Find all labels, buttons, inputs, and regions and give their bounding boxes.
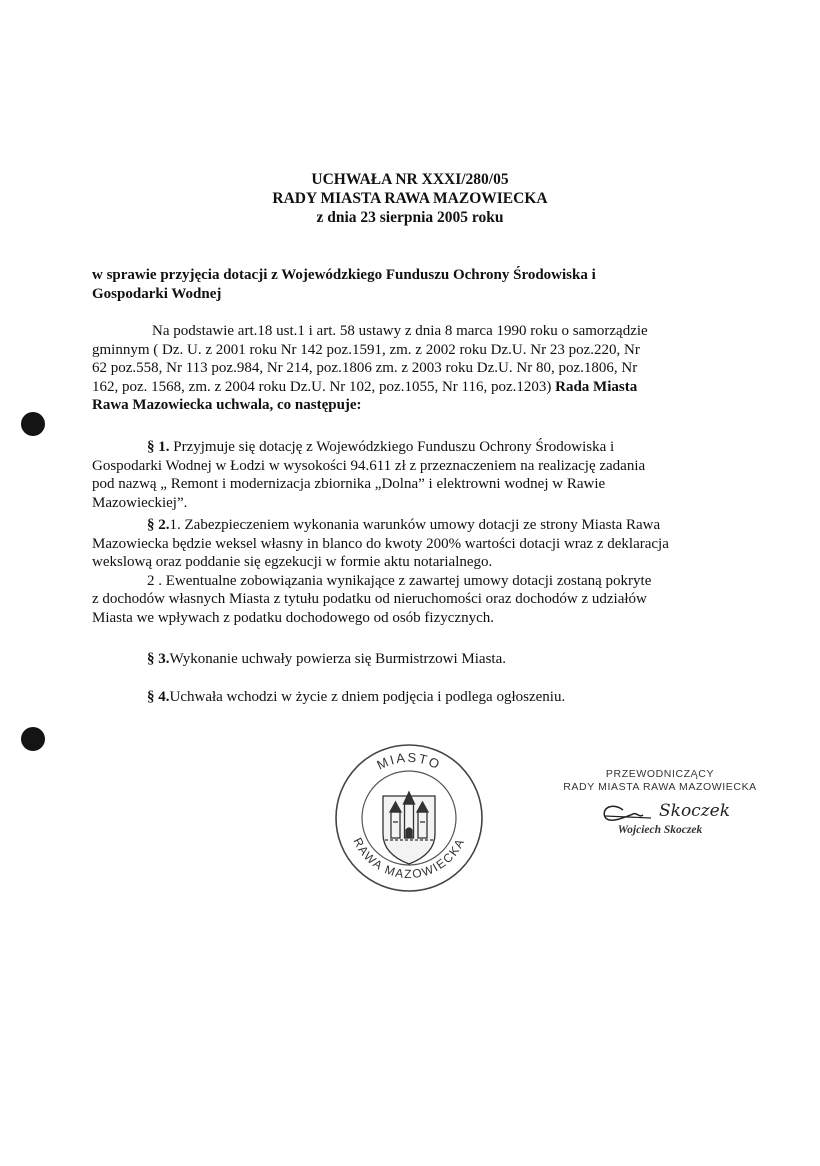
- coat-of-arms-icon: [383, 792, 435, 864]
- resolution-header: [0, 170, 820, 227]
- section-line: z dochodów własnych Miasta z tytułu podatku od nieruchomości oraz dochodów z udziałów: [92, 591, 647, 607]
- section-mark: § 1.: [147, 439, 170, 455]
- preamble-bold-text: Rada Miasta: [555, 378, 638, 395]
- section-1: [92, 438, 720, 512]
- section-line: [92, 516, 720, 535]
- section-line: [92, 688, 720, 707]
- signature-block: [560, 768, 760, 836]
- signatory-role: PRZEWODNICZĄCY: [605, 768, 715, 780]
- punch-hole-top: [21, 412, 45, 436]
- preamble-line: Rawa Mazowiecka uchwala, co następuje:: [92, 397, 362, 413]
- section-text: Przyjmuje się dotację z Wojewódzkiego Funduszu Ochrony Środowiska i: [169, 439, 615, 455]
- svg-text:MIASTO: [374, 750, 443, 773]
- section-line: Mazowiecka będzie weksel własny in blanco do kwoty 200% wartości dotacji wraz z deklaracja: [92, 535, 669, 552]
- section-mark: § 3.: [147, 651, 170, 667]
- council-name: RADY MIASTA RAWA MAZOWIECKA: [272, 190, 548, 207]
- section-line: pod nazwą „ Remont i modernizacja zbiornika „Dolna” i elektrowni wodnej w Rawie: [92, 476, 606, 492]
- seal-bottom-text: RAWA MAZOWIECKA: [350, 835, 468, 882]
- section-line: wekslową oraz poddanie się egzekucji w formie aktu notarialnego.: [92, 554, 493, 570]
- preamble-text: 162, poz. 1568, zm. z 2004 roku Dz.U. Nr 102, poz.1055, Nr 116, poz.1203): [92, 378, 552, 395]
- signatory-council: RADY MIASTA RAWA MAZOWIECKA: [563, 781, 757, 793]
- section-2: [92, 516, 720, 627]
- section-line: [92, 650, 720, 669]
- section-line: [92, 438, 720, 457]
- section-line: Mazowieckiej”.: [92, 494, 188, 511]
- preamble-line: [92, 378, 720, 397]
- section-line: Miasta we wpływach z podatku dochodowego od osób fizycznych.: [92, 609, 494, 626]
- signatory-name: Wojciech Skoczek: [617, 824, 703, 836]
- section-3: [92, 650, 720, 669]
- section-line: Gospodarki Wodnej w Łodzi w wysokości 94.611 zł z przeznaczeniem na realizację zadania: [92, 457, 646, 474]
- section-line: 2 . Ewentualne zobowiązania wynikające z zawartej umowy dotacji zostaną pokryte: [147, 572, 652, 589]
- seal-top-text: MIASTO: [374, 749, 444, 773]
- city-seal-stamp: [333, 742, 485, 894]
- subject-line: Gospodarki Wodnej: [92, 285, 222, 302]
- section-mark: § 2.: [147, 517, 170, 533]
- resolution-number: UCHWAŁA NR XXXI/280/05: [311, 171, 509, 188]
- section-text: Wykonanie uchwały powierza się Burmistrzowi Miasta.: [169, 651, 507, 667]
- preamble-line: Na podstawie art.18 ust.1 i art. 58 ustawy z dnia 8 marca 1990 roku o samorządzie: [152, 323, 648, 339]
- section-text: Uchwała wchodzi w życie z dniem podjęcia i podlega ogłoszeniu.: [169, 689, 566, 705]
- handwritten-signature: [575, 796, 745, 826]
- section-text: 1. Zabezpieczeniem wykonania warunków umowy dotacji ze strony Miasta Rawa: [169, 517, 661, 533]
- resolution-subject: [92, 266, 692, 303]
- section-4: [92, 688, 720, 707]
- preamble-line: gminnym ( Dz. U. z 2001 roku Nr 142 poz.1591, zm. z 2002 roku Dz.U. Nr 23 poz.220, Nr: [92, 341, 640, 358]
- subject-line: w sprawie przyjęcia dotacji z Wojewódzkiego Funduszu Ochrony Środowiska i: [92, 267, 596, 283]
- signature-text: Skoczek: [659, 801, 731, 821]
- section-mark: § 4.: [147, 689, 170, 705]
- punch-hole-bottom: [21, 727, 45, 751]
- preamble: [92, 322, 720, 415]
- preamble-line: 62 poz.558, Nr 113 poz.984, Nr 214, poz.1806 zm. z 2003 roku Dz.U. Nr 80, poz.1806, Nr: [92, 360, 638, 376]
- resolution-date: z dnia 23 sierpnia 2005 roku: [316, 209, 504, 226]
